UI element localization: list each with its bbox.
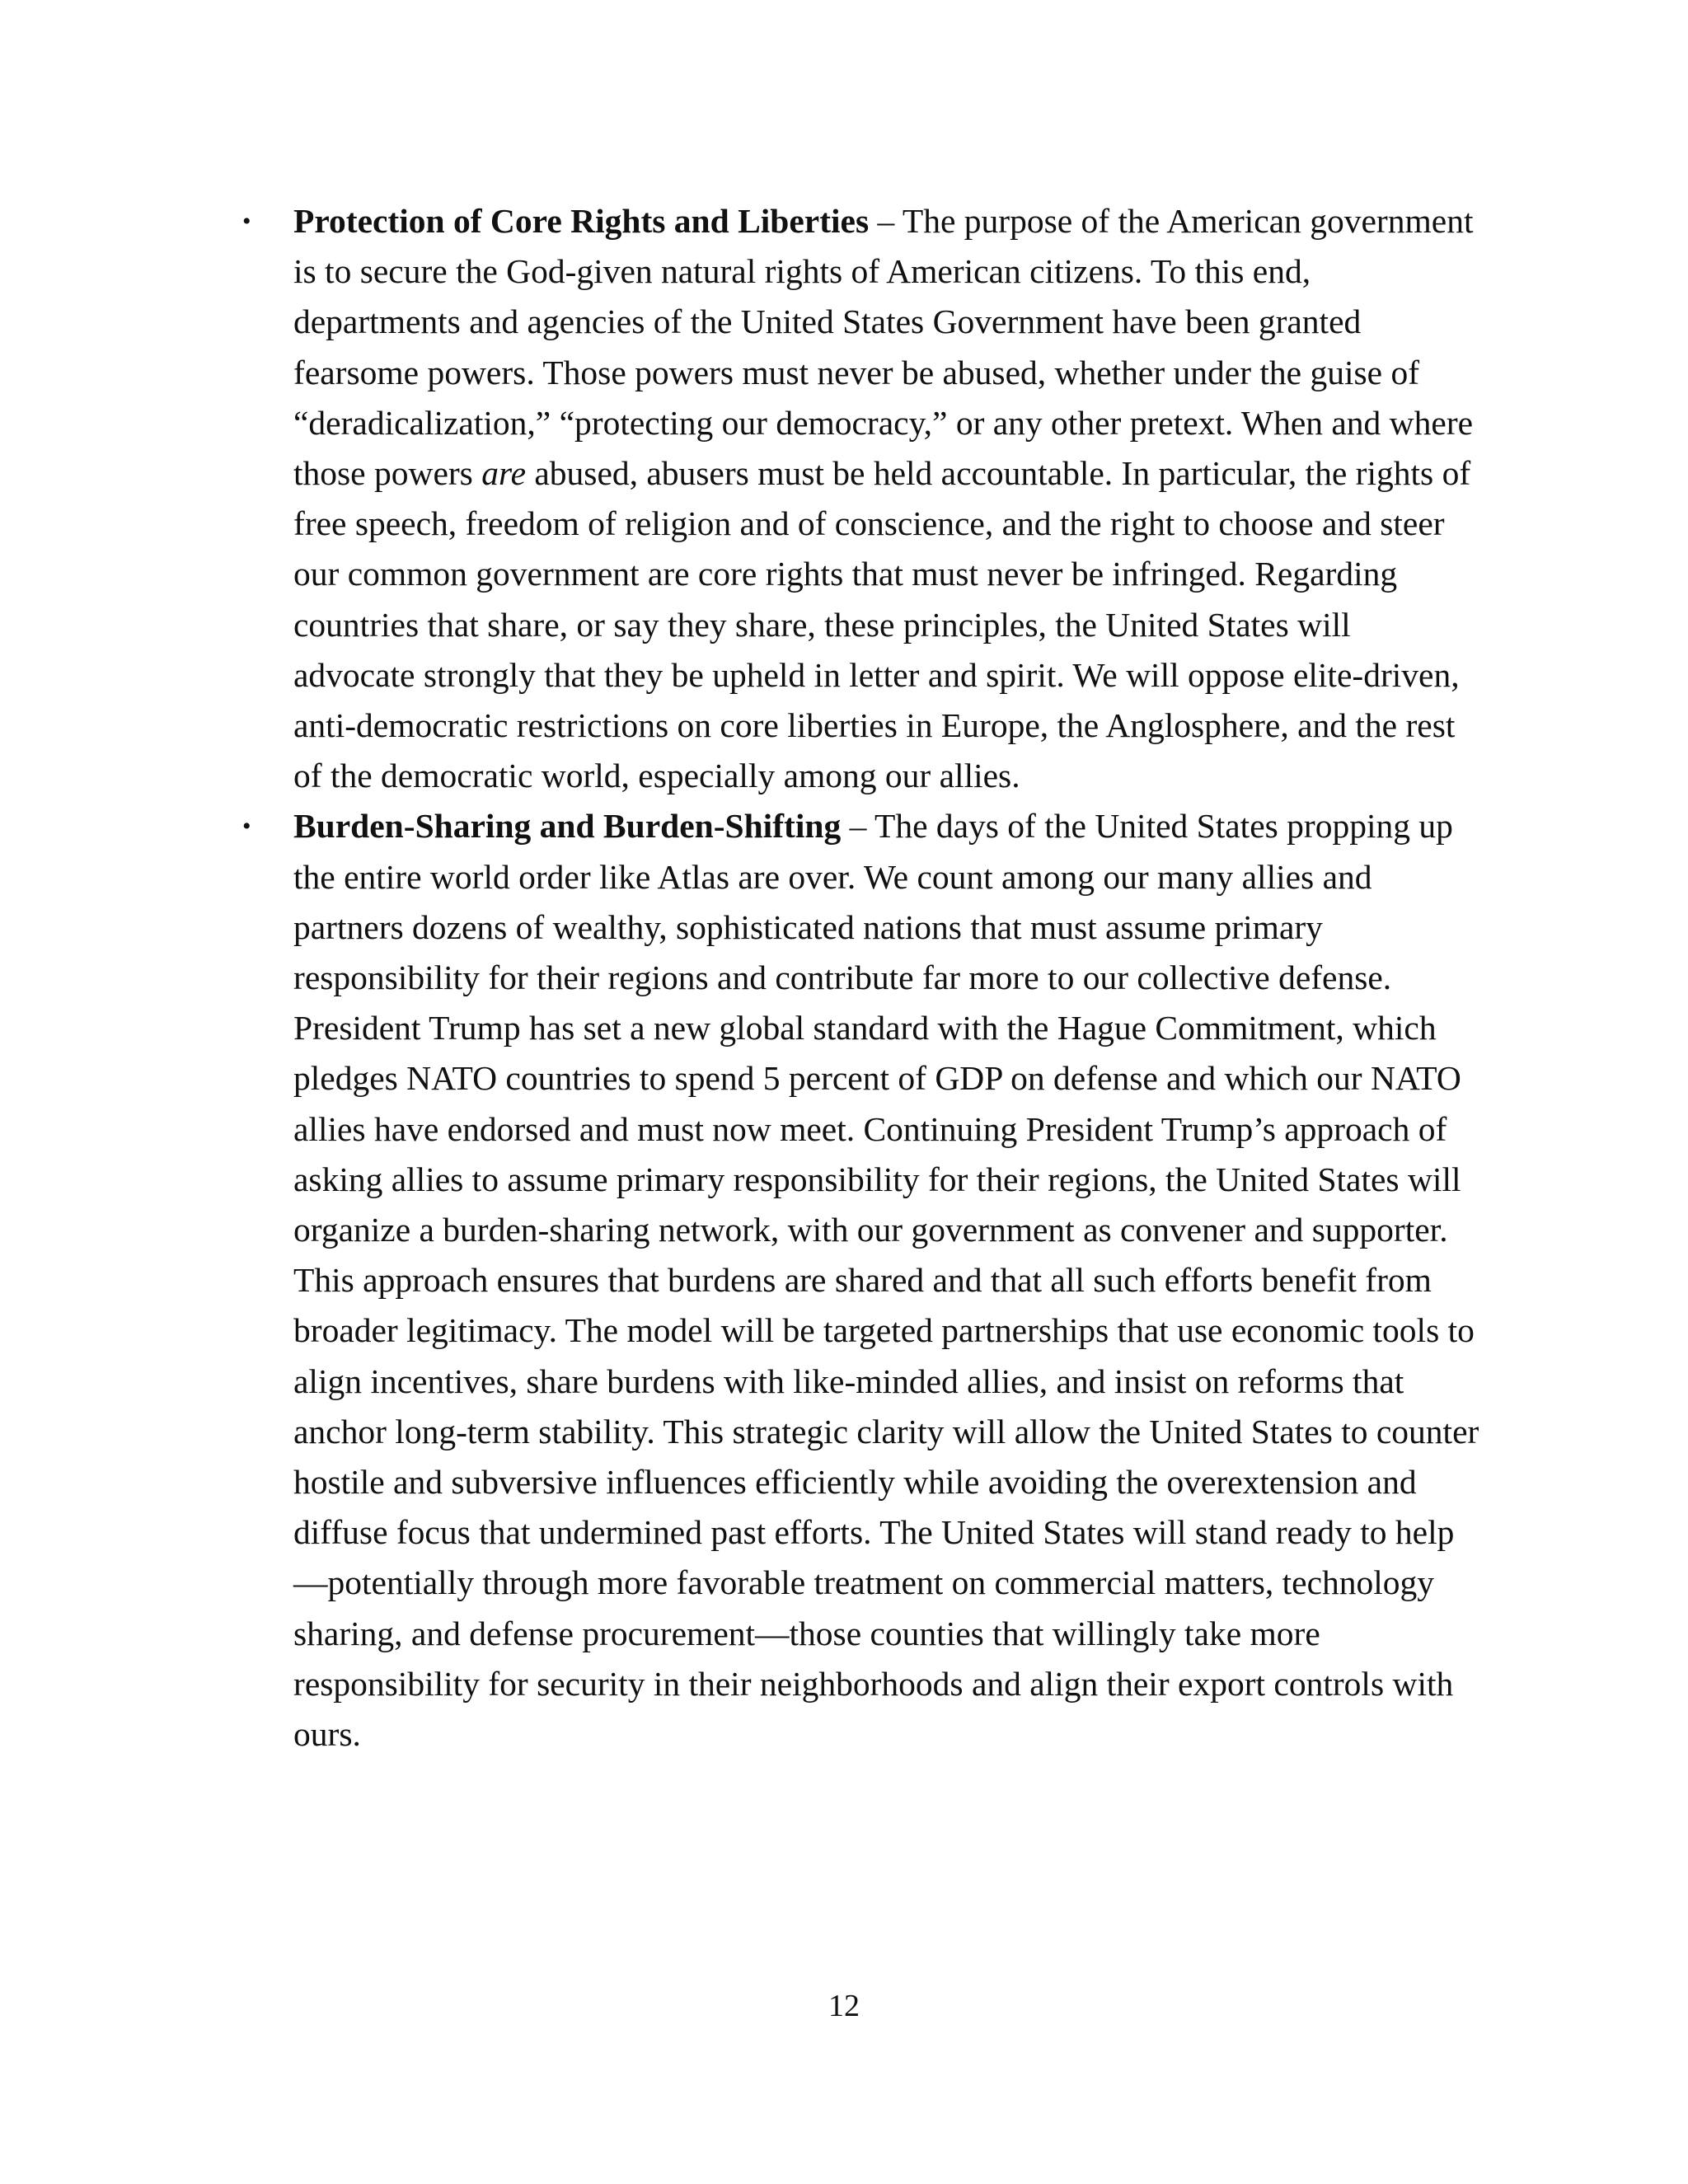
list-item-burden-sharing: [242, 801, 1480, 1760]
list-item-core-rights: [242, 196, 1480, 801]
bullet-point-icon: •: [242, 208, 251, 235]
paragraph-core-rights: [293, 196, 1480, 801]
bullet-heading: Burden-Sharing and Burden-Shifting: [293, 807, 842, 846]
paragraph-text: The purpose of the American government is to secure the God-given natural rights of American citizens. To this end, departments and agencies of the United States Government have been granted fearsome powers. Those powers must never be abused, whether under the guise of “deradicalization,” “protecting our democracy,” or any other pretext. When and where those powers: [293, 202, 1474, 493]
heading-separator: –: [869, 202, 903, 240]
bullet-list: [242, 196, 1480, 1760]
page-number: 12: [828, 1989, 860, 2023]
paragraph-text: The days of the United States propping up the entire world order like Atlas are over. We count among our many allies and partners dozens of wealthy, sophisticated nations that must assume primary responsibility for their regions and contribute far more to our collective defense. President Trump has set a new global standard with the Hague Commitment, which pledges NATO countries to spend 5 percent of GDP on defense and which our NATO allies have endorsed and must now meet. Continuing President Trump’s approach of asking allies to assume primary responsibility for their regions, the United States will organize a burden-sharing network, with our government as convener and supporter. This approach ensures that burdens are shared and that all such efforts benefit from broader legitimacy. The model will be targeted partnerships that use economic tools to align incentives, share burdens with like-minded allies, and insist on reforms that anchor long-term stability. This strategic clarity will allow the United States to counter hostile and subversive influences efficiently while avoiding the overextension and diffuse focus that undermined past efforts. The United States will stand ready to help—potentially through more favorable treatment on commercial matters, technology sharing, and defense procurement—those counties that willingly take more responsibility for security in their neighborhoods and align their export controls with ours.: [293, 807, 1479, 1754]
bullet-heading: Protection of Core Rights and Liberties: [293, 202, 870, 240]
paragraph-text: abused, abusers must be held accountable. In particular, the rights of free speech, freedom of religion and of conscience, and the right to choose and steer our common government are core rights that must never be infringed. Regarding countries that share, or say they share, these principles, the United States will advocate strongly that they be upheld in letter and spirit. We will oppose elite-driven, anti-democratic restrictions on core liberties in Europe, the Anglosphere, and the rest of the democratic world, especially among our allies.: [293, 454, 1471, 795]
bullet-point-icon: •: [242, 813, 251, 841]
paragraph-burden-sharing: [293, 801, 1480, 1760]
heading-separator: –: [841, 807, 874, 846]
emphasized-word: are: [481, 454, 526, 493]
